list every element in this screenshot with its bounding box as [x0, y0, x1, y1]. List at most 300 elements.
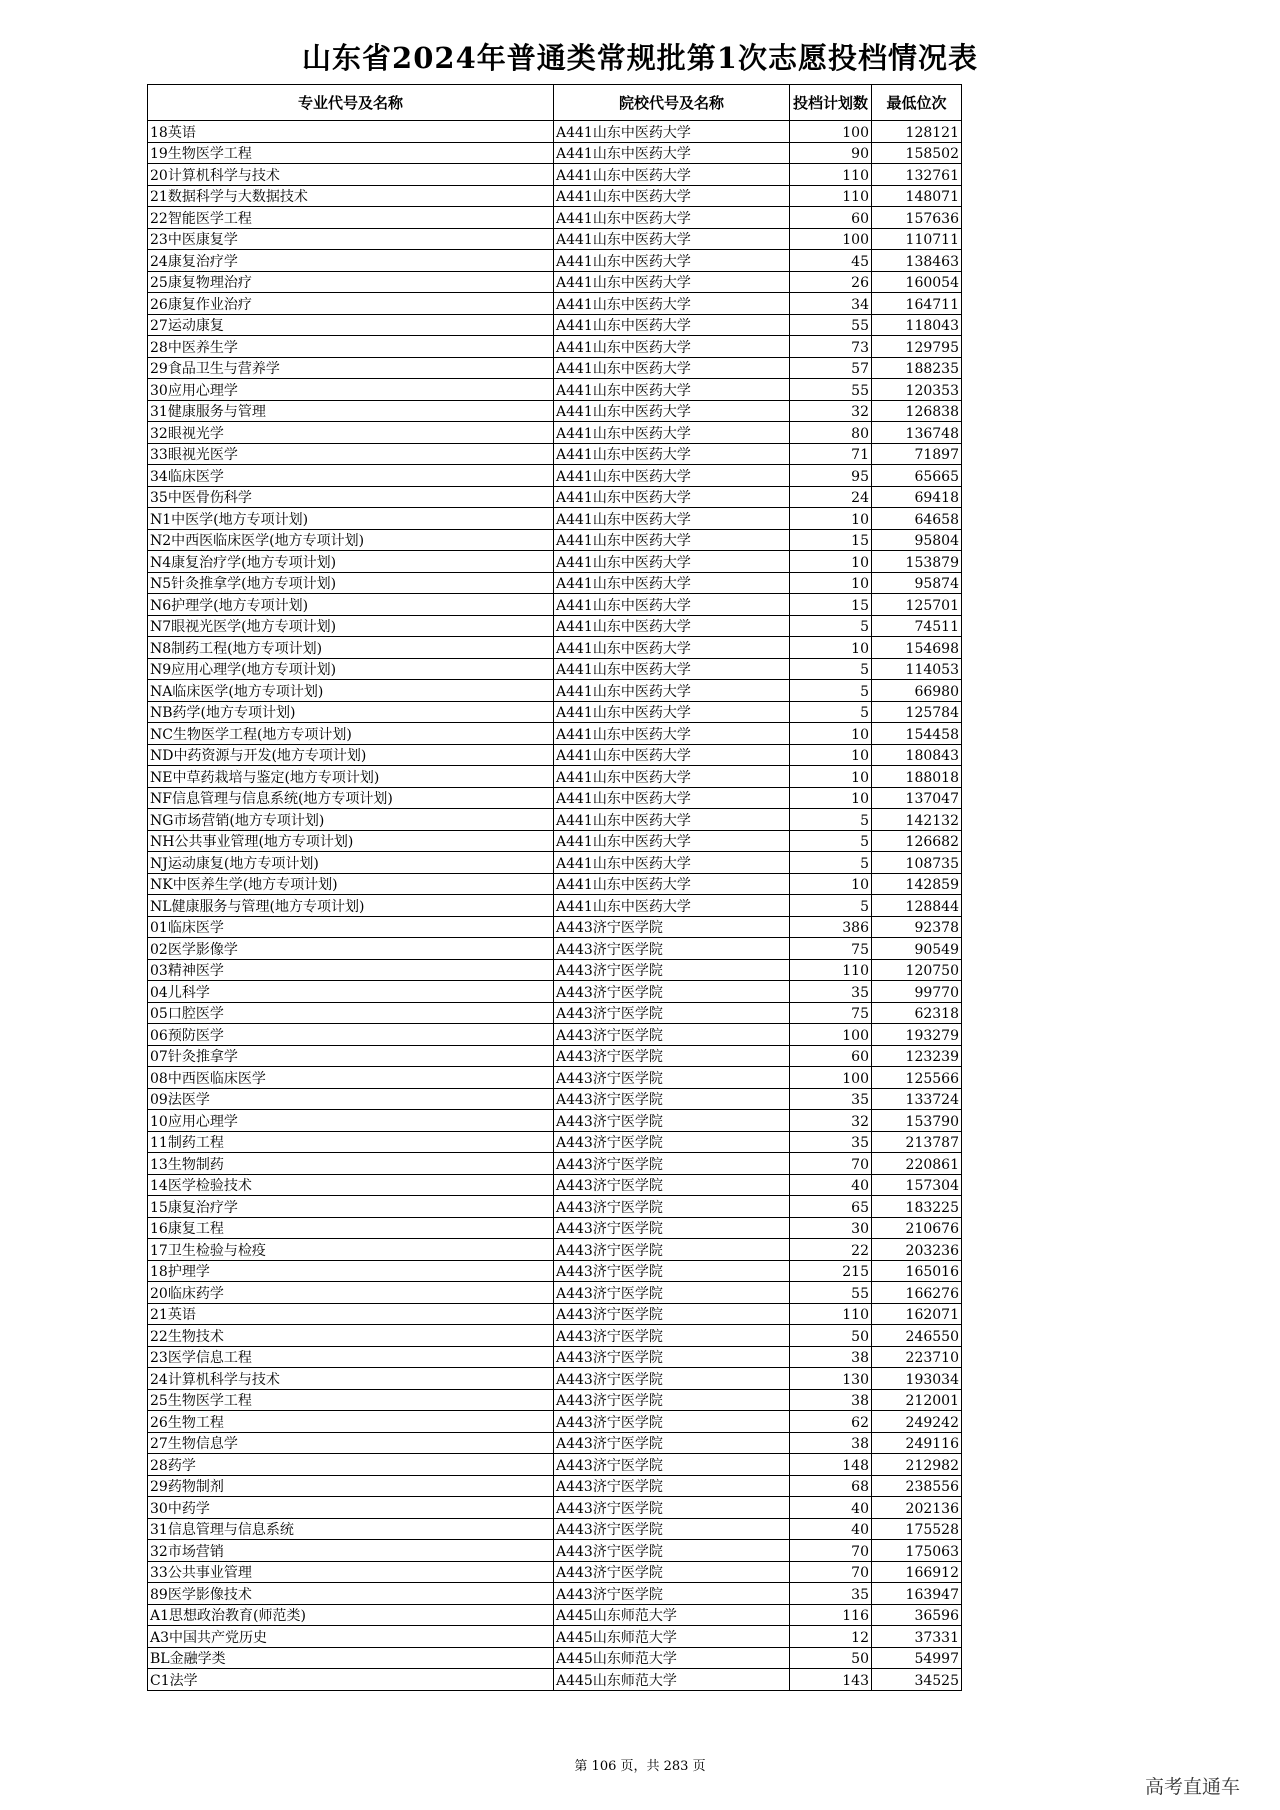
table-row — [148, 443, 962, 465]
min-rank-cell: 137047 — [872, 787, 962, 809]
school-cell: A441山东中医药大学 — [554, 185, 790, 207]
school-cell: A443济宁医学院 — [554, 981, 790, 1003]
min-rank-cell: 193279 — [872, 1024, 962, 1046]
min-rank-cell: 164711 — [872, 293, 962, 315]
table-row — [148, 357, 962, 379]
school-cell: A443济宁医学院 — [554, 1411, 790, 1433]
min-rank-cell: 188018 — [872, 766, 962, 788]
min-rank-cell: 95874 — [872, 572, 962, 594]
school-cell: A441山东中医药大学 — [554, 572, 790, 594]
min-rank-cell: 180843 — [872, 744, 962, 766]
table-row — [148, 1389, 962, 1411]
major-cell: N6护理学(地方专项计划) — [148, 594, 554, 616]
major-cell: 25生物医学工程 — [148, 1389, 554, 1411]
min-rank-cell: 154458 — [872, 723, 962, 745]
major-cell: 02医学影像学 — [148, 938, 554, 960]
school-cell: A441山东中医药大学 — [554, 615, 790, 637]
school-cell: A443济宁医学院 — [554, 1153, 790, 1175]
major-cell: 31信息管理与信息系统 — [148, 1518, 554, 1540]
table-header-row — [148, 85, 962, 121]
plan-count-cell: 60 — [790, 207, 872, 229]
major-cell: 04儿科学 — [148, 981, 554, 1003]
plan-count-cell: 100 — [790, 228, 872, 250]
min-rank-cell: 138463 — [872, 250, 962, 272]
school-cell: A441山东中医药大学 — [554, 486, 790, 508]
plan-count-cell: 35 — [790, 1088, 872, 1110]
min-rank-cell: 66980 — [872, 680, 962, 702]
major-cell: 25康复物理治疗 — [148, 271, 554, 293]
plan-count-cell: 5 — [790, 852, 872, 874]
major-cell: 30应用心理学 — [148, 379, 554, 401]
table-row — [148, 250, 962, 272]
major-cell: NA临床医学(地方专项计划) — [148, 680, 554, 702]
major-cell: A1思想政治教育(师范类) — [148, 1604, 554, 1626]
major-cell: NJ运动康复(地方专项计划) — [148, 852, 554, 874]
table-row — [148, 465, 962, 487]
plan-count-cell: 12 — [790, 1626, 872, 1648]
plan-count-cell: 70 — [790, 1561, 872, 1583]
table-row — [148, 486, 962, 508]
table-row — [148, 1153, 962, 1175]
table-row — [148, 400, 962, 422]
plan-count-cell: 40 — [790, 1497, 872, 1519]
plan-count-cell: 38 — [790, 1432, 872, 1454]
table-row — [148, 1260, 962, 1282]
major-cell: 20临床药学 — [148, 1282, 554, 1304]
plan-count-cell: 10 — [790, 572, 872, 594]
school-cell: A443济宁医学院 — [554, 1475, 790, 1497]
min-rank-cell: 120750 — [872, 959, 962, 981]
school-cell: A441山东中医药大学 — [554, 379, 790, 401]
major-cell: 29食品卫生与营养学 — [148, 357, 554, 379]
school-cell: A441山东中医药大学 — [554, 723, 790, 745]
table-row — [148, 1497, 962, 1519]
school-cell: A441山东中医药大学 — [554, 658, 790, 680]
min-rank-cell: 238556 — [872, 1475, 962, 1497]
min-rank-cell: 166276 — [872, 1282, 962, 1304]
plan-count-cell: 50 — [790, 1325, 872, 1347]
school-cell: A441山东中医药大学 — [554, 594, 790, 616]
major-cell: 03精神医学 — [148, 959, 554, 981]
plan-count-cell: 110 — [790, 959, 872, 981]
table-row — [148, 293, 962, 315]
plan-count-cell: 100 — [790, 1024, 872, 1046]
table-row — [148, 1088, 962, 1110]
min-rank-cell: 212001 — [872, 1389, 962, 1411]
major-cell: 28中医养生学 — [148, 336, 554, 358]
plan-count-cell: 386 — [790, 916, 872, 938]
min-rank-cell: 133724 — [872, 1088, 962, 1110]
school-cell: A441山东中医药大学 — [554, 637, 790, 659]
min-rank-cell: 220861 — [872, 1153, 962, 1175]
major-cell: 24康复治疗学 — [148, 250, 554, 272]
table-row — [148, 1217, 962, 1239]
min-rank-cell: 108735 — [872, 852, 962, 874]
plan-count-cell: 32 — [790, 1110, 872, 1132]
major-cell: C1法学 — [148, 1669, 554, 1691]
major-cell: ND中药资源与开发(地方专项计划) — [148, 744, 554, 766]
major-cell: N1中医学(地方专项计划) — [148, 508, 554, 530]
school-cell: A445山东师范大学 — [554, 1604, 790, 1626]
plan-count-cell: 90 — [790, 142, 872, 164]
school-cell: A443济宁医学院 — [554, 1540, 790, 1562]
major-cell: 34临床医学 — [148, 465, 554, 487]
min-rank-cell: 166912 — [872, 1561, 962, 1583]
plan-count-cell: 30 — [790, 1217, 872, 1239]
school-cell: A443济宁医学院 — [554, 1002, 790, 1024]
plan-count-cell: 130 — [790, 1368, 872, 1390]
min-rank-cell: 154698 — [872, 637, 962, 659]
plan-count-cell: 32 — [790, 400, 872, 422]
plan-count-cell: 71 — [790, 443, 872, 465]
min-rank-cell: 125566 — [872, 1067, 962, 1089]
min-rank-cell: 158502 — [872, 142, 962, 164]
school-cell: A441山东中医药大学 — [554, 271, 790, 293]
school-cell: A443济宁医学院 — [554, 1196, 790, 1218]
plan-count-cell: 35 — [790, 1131, 872, 1153]
min-rank-cell: 213787 — [872, 1131, 962, 1153]
major-cell: 19生物医学工程 — [148, 142, 554, 164]
major-cell: 33公共事业管理 — [148, 1561, 554, 1583]
major-cell: 29药物制剂 — [148, 1475, 554, 1497]
major-cell: 27生物信息学 — [148, 1432, 554, 1454]
min-rank-cell: 163947 — [872, 1583, 962, 1605]
major-cell: N5针灸推拿学(地方专项计划) — [148, 572, 554, 594]
school-cell: A441山东中医药大学 — [554, 744, 790, 766]
min-rank-cell: 37331 — [872, 1626, 962, 1648]
table-row — [148, 809, 962, 831]
school-cell: A441山东中医药大学 — [554, 680, 790, 702]
school-cell: A441山东中医药大学 — [554, 529, 790, 551]
table-row — [148, 1110, 962, 1132]
plan-count-cell: 73 — [790, 336, 872, 358]
table-row — [148, 873, 962, 895]
table-row — [148, 916, 962, 938]
plan-count-cell: 10 — [790, 551, 872, 573]
min-rank-cell: 114053 — [872, 658, 962, 680]
min-rank-cell: 162071 — [872, 1303, 962, 1325]
plan-count-cell: 100 — [790, 121, 872, 143]
table-row — [148, 1067, 962, 1089]
plan-count-cell: 110 — [790, 185, 872, 207]
major-cell: NG市场营销(地方专项计划) — [148, 809, 554, 831]
major-cell: 35中医骨伤科学 — [148, 486, 554, 508]
major-cell: 27运动康复 — [148, 314, 554, 336]
min-rank-cell: 132761 — [872, 164, 962, 186]
min-rank-cell: 65665 — [872, 465, 962, 487]
table-row — [148, 615, 962, 637]
plan-count-cell: 75 — [790, 1002, 872, 1024]
major-cell: 13生物制药 — [148, 1153, 554, 1175]
major-cell: 08中西医临床医学 — [148, 1067, 554, 1089]
plan-count-cell: 143 — [790, 1669, 872, 1691]
plan-count-cell: 55 — [790, 314, 872, 336]
plan-count-cell: 10 — [790, 723, 872, 745]
table-row — [148, 271, 962, 293]
school-cell: A443济宁医学院 — [554, 1346, 790, 1368]
major-cell: 06预防医学 — [148, 1024, 554, 1046]
table-row — [148, 637, 962, 659]
table-row — [148, 1196, 962, 1218]
min-rank-cell: 69418 — [872, 486, 962, 508]
admission-table — [147, 84, 962, 1691]
min-rank-cell: 160054 — [872, 271, 962, 293]
table-row — [148, 1368, 962, 1390]
plan-count-cell: 65 — [790, 1196, 872, 1218]
plan-count-cell: 116 — [790, 1604, 872, 1626]
min-rank-cell: 193034 — [872, 1368, 962, 1390]
plan-count-cell: 100 — [790, 1067, 872, 1089]
table-row — [148, 658, 962, 680]
table-row — [148, 1540, 962, 1562]
table-row — [148, 142, 962, 164]
major-cell: N8制药工程(地方专项计划) — [148, 637, 554, 659]
school-cell: A441山东中医药大学 — [554, 852, 790, 874]
major-cell: A3中国共产党历史 — [148, 1626, 554, 1648]
table-row — [148, 1174, 962, 1196]
school-cell: A441山东中医药大学 — [554, 443, 790, 465]
school-cell: A441山东中医药大学 — [554, 465, 790, 487]
school-cell: A441山东中医药大学 — [554, 400, 790, 422]
table-row — [148, 723, 962, 745]
min-rank-cell: 210676 — [872, 1217, 962, 1239]
min-rank-cell: 249242 — [872, 1411, 962, 1433]
table-row — [148, 1604, 962, 1626]
school-cell: A443济宁医学院 — [554, 1325, 790, 1347]
major-cell: 33眼视光医学 — [148, 443, 554, 465]
plan-count-cell: 55 — [790, 1282, 872, 1304]
table-row — [148, 1475, 962, 1497]
major-cell: NF信息管理与信息系统(地方专项计划) — [148, 787, 554, 809]
min-rank-cell: 110711 — [872, 228, 962, 250]
table-row — [148, 1303, 962, 1325]
plan-count-cell: 38 — [790, 1389, 872, 1411]
table-row — [148, 314, 962, 336]
major-cell: N4康复治疗学(地方专项计划) — [148, 551, 554, 573]
major-cell: 26生物工程 — [148, 1411, 554, 1433]
school-cell: A443济宁医学院 — [554, 1217, 790, 1239]
table-row — [148, 379, 962, 401]
table-row — [148, 787, 962, 809]
plan-count-cell: 34 — [790, 293, 872, 315]
table-row — [148, 1561, 962, 1583]
major-cell: 07针灸推拿学 — [148, 1045, 554, 1067]
table-row — [148, 1626, 962, 1648]
school-cell: A443济宁医学院 — [554, 1583, 790, 1605]
plan-count-cell: 5 — [790, 680, 872, 702]
min-rank-cell: 118043 — [872, 314, 962, 336]
school-cell: A443济宁医学院 — [554, 959, 790, 981]
plan-count-cell: 45 — [790, 250, 872, 272]
table-row — [148, 207, 962, 229]
table-row — [148, 1669, 962, 1691]
major-cell: 24计算机科学与技术 — [148, 1368, 554, 1390]
table-row — [148, 981, 962, 1003]
major-cell: 26康复作业治疗 — [148, 293, 554, 315]
school-cell: A443济宁医学院 — [554, 1024, 790, 1046]
min-rank-cell: 188235 — [872, 357, 962, 379]
plan-count-cell: 5 — [790, 615, 872, 637]
min-rank-cell: 212982 — [872, 1454, 962, 1476]
table-row — [148, 185, 962, 207]
school-cell: A443济宁医学院 — [554, 1303, 790, 1325]
min-rank-cell: 90549 — [872, 938, 962, 960]
table-row — [148, 959, 962, 981]
major-cell: 17卫生检验与检疫 — [148, 1239, 554, 1261]
school-cell: A441山东中医药大学 — [554, 293, 790, 315]
header-major: 专业代号及名称 — [148, 85, 554, 121]
school-cell: A441山东中医药大学 — [554, 422, 790, 444]
min-rank-cell: 153790 — [872, 1110, 962, 1132]
table-row — [148, 1282, 962, 1304]
min-rank-cell: 123239 — [872, 1045, 962, 1067]
min-rank-cell: 34525 — [872, 1669, 962, 1691]
major-cell: NB药学(地方专项计划) — [148, 701, 554, 723]
min-rank-cell: 165016 — [872, 1260, 962, 1282]
major-cell: 89医学影像技术 — [148, 1583, 554, 1605]
table-row — [148, 1131, 962, 1153]
school-cell: A443济宁医学院 — [554, 916, 790, 938]
min-rank-cell: 157636 — [872, 207, 962, 229]
school-cell: A441山东中医药大学 — [554, 336, 790, 358]
plan-count-cell: 10 — [790, 744, 872, 766]
min-rank-cell: 95804 — [872, 529, 962, 551]
plan-count-cell: 70 — [790, 1540, 872, 1562]
min-rank-cell: 128121 — [872, 121, 962, 143]
table-row — [148, 744, 962, 766]
major-cell: 31健康服务与管理 — [148, 400, 554, 422]
table-row — [148, 1239, 962, 1261]
major-cell: 22生物技术 — [148, 1325, 554, 1347]
table-row — [148, 1454, 962, 1476]
min-rank-cell: 62318 — [872, 1002, 962, 1024]
table-row — [148, 594, 962, 616]
major-cell: NC生物医学工程(地方专项计划) — [148, 723, 554, 745]
school-cell: A445山东师范大学 — [554, 1669, 790, 1691]
plan-count-cell: 22 — [790, 1239, 872, 1261]
table-row — [148, 551, 962, 573]
min-rank-cell: 120353 — [872, 379, 962, 401]
school-cell: A445山东师范大学 — [554, 1647, 790, 1669]
school-cell: A443济宁医学院 — [554, 1045, 790, 1067]
min-rank-cell: 136748 — [872, 422, 962, 444]
plan-count-cell: 75 — [790, 938, 872, 960]
min-rank-cell: 153879 — [872, 551, 962, 573]
table-row — [148, 852, 962, 874]
major-cell: 16康复工程 — [148, 1217, 554, 1239]
min-rank-cell: 126682 — [872, 830, 962, 852]
major-cell: NL健康服务与管理(地方专项计划) — [148, 895, 554, 917]
school-cell: A443济宁医学院 — [554, 1389, 790, 1411]
school-cell: A441山东中医药大学 — [554, 873, 790, 895]
table-row — [148, 336, 962, 358]
plan-count-cell: 60 — [790, 1045, 872, 1067]
major-cell: 22智能医学工程 — [148, 207, 554, 229]
school-cell: A443济宁医学院 — [554, 1454, 790, 1476]
major-cell: 05口腔医学 — [148, 1002, 554, 1024]
min-rank-cell: 54997 — [872, 1647, 962, 1669]
major-cell: 21英语 — [148, 1303, 554, 1325]
school-cell: A441山东中医药大学 — [554, 551, 790, 573]
min-rank-cell: 36596 — [872, 1604, 962, 1626]
min-rank-cell: 202136 — [872, 1497, 962, 1519]
table-row — [148, 701, 962, 723]
min-rank-cell: 148071 — [872, 185, 962, 207]
table-row — [148, 164, 962, 186]
major-cell: 14医学检验技术 — [148, 1174, 554, 1196]
school-cell: A443济宁医学院 — [554, 1239, 790, 1261]
plan-count-cell: 35 — [790, 981, 872, 1003]
table-body — [148, 121, 962, 1691]
plan-count-cell: 5 — [790, 895, 872, 917]
header-school: 院校代号及名称 — [554, 85, 790, 121]
min-rank-cell: 157304 — [872, 1174, 962, 1196]
table-row — [148, 1647, 962, 1669]
min-rank-cell: 142132 — [872, 809, 962, 831]
school-cell: A441山东中医药大学 — [554, 508, 790, 530]
plan-count-cell: 40 — [790, 1174, 872, 1196]
plan-count-cell: 110 — [790, 164, 872, 186]
major-cell: 23医学信息工程 — [148, 1346, 554, 1368]
major-cell: 15康复治疗学 — [148, 1196, 554, 1218]
plan-count-cell: 5 — [790, 701, 872, 723]
major-cell: 01临床医学 — [148, 916, 554, 938]
school-cell: A441山东中医药大学 — [554, 766, 790, 788]
table-row — [148, 938, 962, 960]
min-rank-cell: 126838 — [872, 400, 962, 422]
plan-count-cell: 80 — [790, 422, 872, 444]
school-cell: A443济宁医学院 — [554, 1067, 790, 1089]
major-cell: 30中药学 — [148, 1497, 554, 1519]
min-rank-cell: 71897 — [872, 443, 962, 465]
school-cell: A441山东中医药大学 — [554, 121, 790, 143]
watermark: 高考直通车 — [1144, 1776, 1240, 1798]
major-cell: NE中草药栽培与鉴定(地方专项计划) — [148, 766, 554, 788]
page-footer: 第 106 页，共 283 页 — [574, 1759, 706, 1774]
school-cell: A443济宁医学院 — [554, 938, 790, 960]
min-rank-cell: 64658 — [872, 508, 962, 530]
plan-count-cell: 148 — [790, 1454, 872, 1476]
major-cell: N9应用心理学(地方专项计划) — [148, 658, 554, 680]
school-cell: A441山东中医药大学 — [554, 701, 790, 723]
major-cell: N2中西医临床医学(地方专项计划) — [148, 529, 554, 551]
table-row — [148, 1024, 962, 1046]
plan-count-cell: 15 — [790, 529, 872, 551]
header-min-rank: 最低位次 — [872, 85, 962, 121]
table-row — [148, 1518, 962, 1540]
table-row — [148, 895, 962, 917]
school-cell: A443济宁医学院 — [554, 1131, 790, 1153]
school-cell: A441山东中医药大学 — [554, 164, 790, 186]
table-row — [148, 1045, 962, 1067]
min-rank-cell: 129795 — [872, 336, 962, 358]
table-row — [148, 1346, 962, 1368]
school-cell: A443济宁医学院 — [554, 1561, 790, 1583]
plan-count-cell: 35 — [790, 1583, 872, 1605]
school-cell: A443济宁医学院 — [554, 1260, 790, 1282]
min-rank-cell: 74511 — [872, 615, 962, 637]
major-cell: 32眼视光学 — [148, 422, 554, 444]
major-cell: 18护理学 — [148, 1260, 554, 1282]
plan-count-cell: 5 — [790, 830, 872, 852]
school-cell: A441山东中医药大学 — [554, 207, 790, 229]
school-cell: A441山东中医药大学 — [554, 314, 790, 336]
min-rank-cell: 175063 — [872, 1540, 962, 1562]
major-cell: NH公共事业管理(地方专项计划) — [148, 830, 554, 852]
min-rank-cell: 223710 — [872, 1346, 962, 1368]
page-title: 山东省2024年普通类常规批第1次志愿投档情况表 — [302, 41, 978, 75]
plan-count-cell: 5 — [790, 658, 872, 680]
